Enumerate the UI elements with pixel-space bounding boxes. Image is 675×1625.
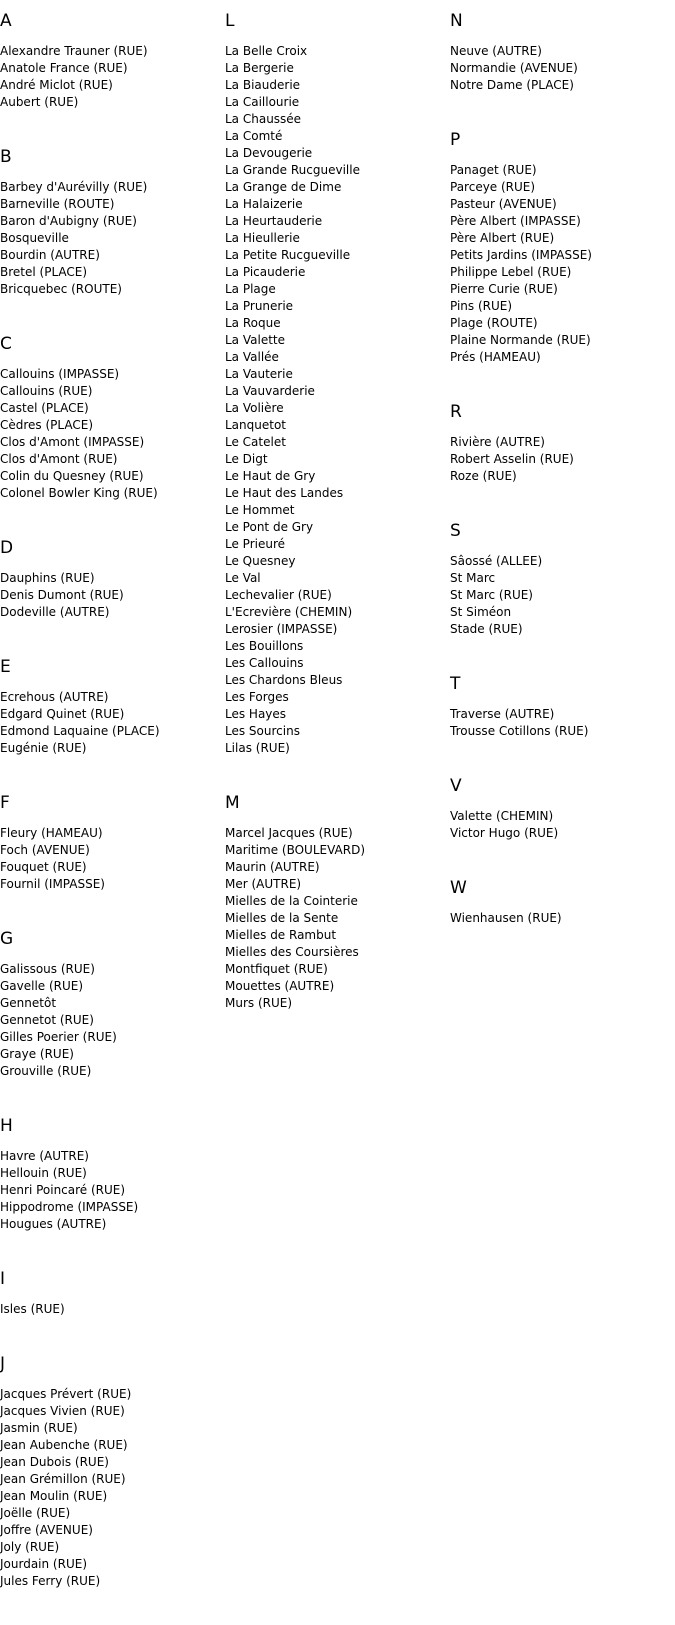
letter-heading: G [0,929,14,949]
street-link[interactable]: Mouettes (AUTRE) [225,979,335,993]
letter-group [0,1353,160,1590]
street-link[interactable]: Callouins (RUE) [0,384,93,398]
street-link[interactable]: Jacques Vivien (RUE) [0,1404,125,1418]
street-link[interactable]: La Belle Croix [225,44,308,58]
street-link[interactable]: Mielles des Coursières [225,945,359,959]
street-link[interactable]: Callouins (IMPASSE) [0,367,120,381]
street-link[interactable]: Bricquebec (ROUTE) [0,282,122,296]
letter-group [0,537,160,621]
street-link[interactable]: Fournil (IMPASSE) [0,877,105,891]
street-link[interactable]: Plage (ROUTE) [450,316,538,330]
street-link[interactable]: Isles (RUE) [0,1302,65,1316]
street-link[interactable]: Plaine Normande (RUE) [450,333,591,347]
street-link[interactable]: Marcel Jacques (RUE) [225,826,353,840]
street-link[interactable]: Gavelle (RUE) [0,979,84,993]
street-link[interactable]: Lanquetot [225,418,287,432]
letter-group [0,656,160,757]
letter-group [450,775,592,842]
letter-heading: N [450,11,463,31]
street-link[interactable]: La Valette [225,333,285,347]
street-link[interactable]: La Vallée [225,350,279,364]
street-link[interactable]: La Bergerie [225,61,294,75]
street-link[interactable]: Victor Hugo (RUE) [450,826,559,840]
street-link[interactable]: La Vauterie [225,367,293,381]
letter-heading: V [450,776,462,796]
letter-group [0,928,160,1080]
street-link[interactable]: Les Bouillons [225,639,304,653]
letter-heading: E [0,657,11,677]
street-link[interactable]: Dodeville (AUTRE) [0,605,110,619]
street-link[interactable]: Les Sourcins [225,724,300,738]
street-list [225,825,365,1012]
street-link[interactable]: Fleury (HAMEAU) [0,826,103,840]
street-link[interactable]: La Devougerie [225,146,313,160]
street-list [0,1148,160,1233]
street-link[interactable]: Mielles de la Sente [225,911,339,925]
street-list [0,689,160,757]
street-link[interactable]: Père Albert (IMPASSE) [450,214,581,228]
street-link[interactable]: La Plage [225,282,276,296]
street-link[interactable]: Joffre (AVENUE) [0,1523,93,1537]
street-list [450,43,592,94]
street-link[interactable]: Montfiquet (RUE) [225,962,328,976]
street-link[interactable]: Graye (RUE) [0,1047,74,1061]
street-link[interactable]: Joëlle (RUE) [0,1506,71,1520]
letter-group [0,333,160,502]
street-link[interactable]: La Heurtauderie [225,214,323,228]
street-link[interactable]: La Comté [225,129,283,143]
street-list [0,179,160,298]
street-link[interactable]: Neuve (AUTRE) [450,44,542,58]
street-list [225,43,365,757]
letter-heading: M [225,793,240,813]
street-link[interactable]: Gennetôt [0,996,57,1010]
street-link[interactable]: Pierre Curie (RUE) [450,282,558,296]
street-link[interactable]: Jourdain (RUE) [0,1557,87,1571]
letter-heading: C [0,334,12,354]
street-link[interactable]: Barneville (ROUTE) [0,197,115,211]
street-link[interactable]: St Siméon [450,605,512,619]
street-link[interactable]: Pins (RUE) [450,299,513,313]
street-link[interactable]: Dauphins (RUE) [0,571,95,585]
letter-heading: F [0,793,10,813]
letter-group [450,520,592,638]
street-link[interactable]: Edgard Quinet (RUE) [0,707,125,721]
street-link[interactable]: La Chaussée [225,112,302,126]
street-link[interactable]: André Miclot (RUE) [0,78,113,92]
street-link[interactable]: Denis Dumont (RUE) [0,588,124,602]
letter-heading: B [0,147,12,167]
letter-heading: I [0,1269,6,1289]
street-link[interactable]: Anatole France (RUE) [0,61,128,75]
street-link[interactable]: Petits Jardins (IMPASSE) [450,248,592,262]
street-link[interactable]: Robert Asselin (RUE) [450,452,574,466]
letter-group [225,10,365,757]
letter-heading: W [450,878,467,898]
street-link[interactable]: Edmond Laquaine (PLACE) [0,724,160,738]
letter-heading: D [0,538,14,558]
street-link[interactable]: Aubert (RUE) [0,95,79,109]
street-list [450,553,592,638]
street-link[interactable]: Gilles Poerier (RUE) [0,1030,117,1044]
street-link[interactable]: Ecrehous (AUTRE) [0,690,109,704]
street-link[interactable]: Henri Poincaré (RUE) [0,1183,126,1197]
street-list [0,366,160,502]
letter-heading: R [450,402,462,422]
street-link[interactable]: Wienhausen (RUE) [450,911,562,925]
street-link[interactable]: Jasmin (RUE) [0,1421,78,1435]
street-link[interactable]: Cèdres (PLACE) [0,418,94,432]
street-link[interactable]: Mer (AUTRE) [225,877,302,891]
street-list [0,570,160,621]
street-link[interactable]: Le Quesney [225,554,296,568]
street-link[interactable]: La Halaizerie [225,197,303,211]
street-link[interactable]: Bretel (PLACE) [0,265,88,279]
street-link[interactable]: Baron d'Aubigny (RUE) [0,214,137,228]
street-link[interactable]: Rivière (AUTRE) [450,435,545,449]
street-link[interactable]: Foch (AVENUE) [0,843,90,857]
street-link[interactable]: Mielles de la Cointerie [225,894,358,908]
street-link[interactable]: Jean Moulin (RUE) [0,1489,108,1503]
street-link[interactable]: La Hieullerie [225,231,300,245]
street-link[interactable]: Philippe Lebel (RUE) [450,265,572,279]
letter-group [0,10,160,111]
street-link[interactable]: Roze (RUE) [450,469,517,483]
letter-group [450,10,592,94]
letter-heading: T [450,674,461,694]
street-link[interactable]: Hougues (AUTRE) [0,1217,107,1231]
letter-heading: L [225,11,235,31]
street-link[interactable]: Colin du Quesney (RUE) [0,469,144,483]
street-link[interactable]: Les Chardons Bleus [225,673,343,687]
street-link[interactable]: Père Albert (RUE) [450,231,555,245]
street-link[interactable]: Panaget (RUE) [450,163,537,177]
street-list [0,825,160,893]
street-link[interactable]: Le Hommet [225,503,295,517]
letter-group [450,673,592,740]
street-link[interactable]: Pasteur (AVENUE) [450,197,557,211]
street-index-column-1 [0,10,160,1625]
street-link[interactable]: Lerosier (IMPASSE) [225,622,338,636]
letter-group [0,1115,160,1233]
letter-group [450,401,592,485]
street-link[interactable]: Colonel Bowler King (RUE) [0,486,158,500]
street-link[interactable]: Gennetot (RUE) [0,1013,94,1027]
street-link[interactable]: La Roque [225,316,281,330]
street-link[interactable]: Barbey d'Aurévilly (RUE) [0,180,148,194]
street-index-column-3 [450,10,592,962]
street-link[interactable]: Les Hayes [225,707,287,721]
street-link[interactable]: La Vauvarderie [225,384,315,398]
letter-group [0,146,160,298]
street-link[interactable]: Le Prieuré [225,537,286,551]
street-link[interactable]: Clos d'Amont (RUE) [0,452,118,466]
street-link[interactable]: Lilas (RUE) [225,741,290,755]
street-link[interactable]: Le Catelet [225,435,286,449]
street-link[interactable]: Joly (RUE) [0,1540,60,1554]
street-link[interactable]: Havre (AUTRE) [0,1149,89,1163]
street-link[interactable]: Jean Aubenche (RUE) [0,1438,128,1452]
street-link[interactable]: Notre Dame (PLACE) [450,78,574,92]
street-list [450,910,592,927]
street-link[interactable]: Jean Grémillon (RUE) [0,1472,126,1486]
letter-heading: P [450,130,461,150]
street-link[interactable]: La Prunerie [225,299,294,313]
street-link[interactable]: St Marc (RUE) [450,588,533,602]
street-link[interactable]: Hellouin (RUE) [0,1166,87,1180]
street-link[interactable]: Bosqueville [0,231,69,245]
street-link[interactable]: Galissous (RUE) [0,962,95,976]
street-link[interactable]: Parceye (RUE) [450,180,536,194]
street-link[interactable]: Eugénie (RUE) [0,741,87,755]
street-link[interactable]: Clos d'Amont (IMPASSE) [0,435,145,449]
street-link[interactable]: Le Pont de Gry [225,520,314,534]
street-list [0,1301,160,1318]
letter-heading: S [450,521,461,541]
street-link[interactable]: Alexandre Trauner (RUE) [0,44,148,58]
street-link[interactable]: La Petite Rucgueville [225,248,351,262]
street-link[interactable]: La Grange de Dime [225,180,342,194]
street-link[interactable]: Les Callouins [225,656,304,670]
street-link[interactable]: Jacques Prévert (RUE) [0,1387,132,1401]
street-link[interactable]: La Volière [225,401,284,415]
street-list [0,961,160,1080]
street-link[interactable]: Castel (PLACE) [0,401,89,415]
street-link[interactable]: Le Haut des Landes [225,486,344,500]
street-link[interactable]: Mielles de Rambut [225,928,337,942]
street-list [450,808,592,842]
street-list [0,43,160,111]
street-link[interactable]: Le Digt [225,452,268,466]
street-link[interactable]: Grouville (RUE) [0,1064,92,1078]
street-link[interactable]: Jules Ferry (RUE) [0,1574,101,1588]
street-link[interactable]: St Marc [450,571,496,585]
street-link[interactable]: Lechevalier (RUE) [225,588,332,602]
letter-group [0,1268,160,1318]
street-link[interactable]: Prés (HAMEAU) [450,350,541,364]
street-link[interactable]: Hippodrome (IMPASSE) [0,1200,139,1214]
street-link[interactable]: Jean Dubois (RUE) [0,1455,109,1469]
letter-heading: A [0,11,12,31]
street-link[interactable]: Maurin (AUTRE) [225,860,320,874]
letter-group [225,792,365,1012]
street-link[interactable]: La Biauderie [225,78,301,92]
street-link[interactable]: Bourdin (AUTRE) [0,248,100,262]
street-link[interactable]: Normandie (AVENUE) [450,61,578,75]
street-link[interactable]: Stade (RUE) [450,622,523,636]
street-link[interactable]: Le Val [225,571,261,585]
street-link[interactable]: La Picauderie [225,265,306,279]
letter-heading: J [0,1354,6,1374]
street-link[interactable]: Les Forges [225,690,289,704]
street-link[interactable]: Murs (RUE) [225,996,293,1010]
street-link[interactable]: Valette (CHEMIN) [450,809,554,823]
street-link[interactable]: La Caillourie [225,95,300,109]
letter-group [450,129,592,366]
street-link[interactable]: Maritime (BOULEVARD) [225,843,366,857]
street-list [450,162,592,366]
street-link[interactable]: Fouquet (RUE) [0,860,87,874]
letter-group [450,877,592,927]
letter-heading: H [0,1116,13,1136]
street-list [450,434,592,485]
street-link[interactable]: Le Haut de Gry [225,469,316,483]
street-list [450,706,592,740]
street-link[interactable]: Sâossé (ALLEE) [450,554,543,568]
street-list [0,1386,160,1590]
street-link[interactable]: La Grande Rucgueville [225,163,360,177]
street-link[interactable]: Traverse (AUTRE) [450,707,555,721]
letter-group [0,792,160,893]
street-link[interactable]: Trousse Cotillons (RUE) [450,724,589,738]
street-index-column-2 [225,10,365,1047]
street-link[interactable]: L'Ecrevière (CHEMIN) [225,605,353,619]
